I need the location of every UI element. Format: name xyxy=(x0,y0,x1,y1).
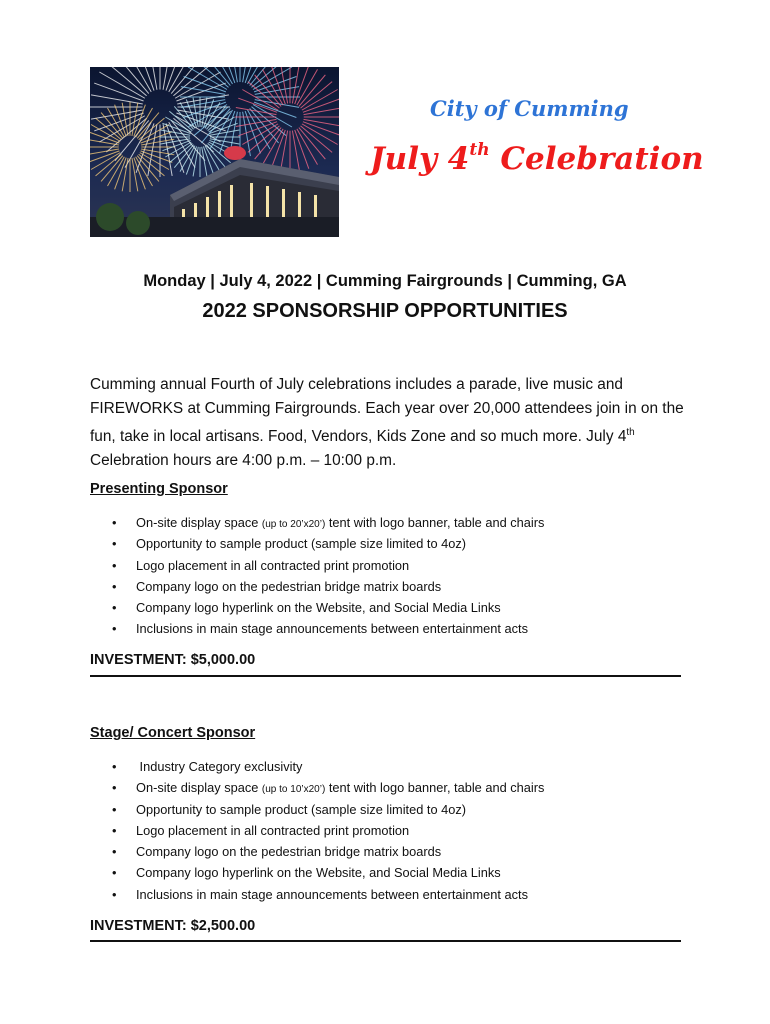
celebration-title-main: July 4 xyxy=(370,141,470,177)
fireworks-photo xyxy=(90,67,339,237)
sponsorship-heading: 2022 SPONSORSHIP OPPORTUNITIES xyxy=(202,300,568,322)
list-item xyxy=(112,799,544,820)
list-item xyxy=(112,533,544,554)
intro-text-b: Celebration hours are 4:00 p.m. – 10:00 p.m. xyxy=(90,452,397,470)
list-item xyxy=(112,618,544,639)
benefit-text: Opportunity to sample product (sample size limited to 4oz) xyxy=(136,801,467,817)
stage-sponsor-title: Stage/ Concert Sponsor xyxy=(90,725,256,741)
list-item xyxy=(112,884,544,905)
bullet-icon: • xyxy=(112,557,117,573)
intro-sup: th xyxy=(626,427,635,438)
section-divider xyxy=(90,940,681,942)
bullet-icon: • xyxy=(112,578,117,594)
list-item xyxy=(112,512,544,533)
bullet-icon: • xyxy=(112,515,117,530)
bullet-icon: • xyxy=(112,780,117,796)
list-item xyxy=(112,597,544,618)
list-item xyxy=(112,841,544,862)
bullet-icon: • xyxy=(112,801,117,817)
celebration-title-sup: th xyxy=(469,140,490,160)
city-title: City of Cumming xyxy=(430,96,629,121)
celebration-title xyxy=(370,140,704,177)
benefit-text-a: On-site display space xyxy=(136,780,262,796)
list-item xyxy=(112,820,544,841)
section-divider xyxy=(90,675,681,677)
list-item xyxy=(112,862,544,883)
benefit-text: Opportunity to sample product (sample size limited to 4oz) xyxy=(136,536,467,552)
benefit-text: Inclusions in main stage announcements between entertainment acts xyxy=(136,621,528,637)
list-item xyxy=(112,756,544,777)
presenting-investment: INVESTMENT: $5,000.00 xyxy=(90,652,256,668)
benefit-text: Logo placement in all contracted print promotion xyxy=(136,557,410,573)
intro-paragraph xyxy=(90,373,690,473)
bullet-icon: • xyxy=(112,600,117,616)
event-line: Monday | July 4, 2022 | Cumming Fairgrounds | Cumming, GA xyxy=(143,272,627,290)
presenting-benefits-list xyxy=(112,512,544,640)
intro-text-a: Cumming annual Fourth of July celebrations includes a parade, live music and FIREWORKS at Cumming Fairgrounds. Each year over 20,000 attendees join in on the fun, take in local artisans. Food, Vendors, Kids Zone and so much more. July 4 xyxy=(90,376,684,446)
bullet-icon: • xyxy=(112,621,117,637)
list-item xyxy=(112,576,544,597)
bullet-icon: • xyxy=(112,759,117,774)
bullet-icon: • xyxy=(112,844,117,860)
benefit-text-b: tent with logo banner, table and chairs xyxy=(325,780,545,796)
stage-investment: INVESTMENT: $2,500.00 xyxy=(90,918,256,934)
benefit-size-note: (up to 20’x20’) xyxy=(261,519,326,530)
benefit-text: Company logo on the pedestrian bridge matrix boards xyxy=(136,578,442,594)
bullet-icon: • xyxy=(112,886,117,902)
benefit-text: Logo placement in all contracted print promotion xyxy=(136,822,410,838)
benefit-text: Industry Category exclusivity xyxy=(136,759,303,774)
benefit-text-b: tent with logo banner, table and chairs xyxy=(325,515,545,530)
bullet-icon: • xyxy=(112,822,117,838)
bullet-icon: • xyxy=(112,536,117,552)
benefit-text: Company logo hyperlink on the Website, and Social Media Links xyxy=(136,600,501,616)
benefit-text: Company logo hyperlink on the Website, and Social Media Links xyxy=(136,865,501,881)
bullet-icon: • xyxy=(112,865,117,881)
benefit-text-a: On-site display space xyxy=(136,515,262,530)
stage-benefits-list xyxy=(112,756,544,905)
list-item xyxy=(112,555,544,576)
benefit-size-note: (up to 10’x20’) xyxy=(261,784,326,796)
benefit-text: Inclusions in main stage announcements between entertainment acts xyxy=(136,886,528,902)
list-item xyxy=(112,777,544,798)
celebration-title-rest: Celebration xyxy=(489,141,704,177)
presenting-sponsor-title: Presenting Sponsor xyxy=(90,481,228,497)
benefit-text: Company logo on the pedestrian bridge matrix boards xyxy=(136,844,442,860)
